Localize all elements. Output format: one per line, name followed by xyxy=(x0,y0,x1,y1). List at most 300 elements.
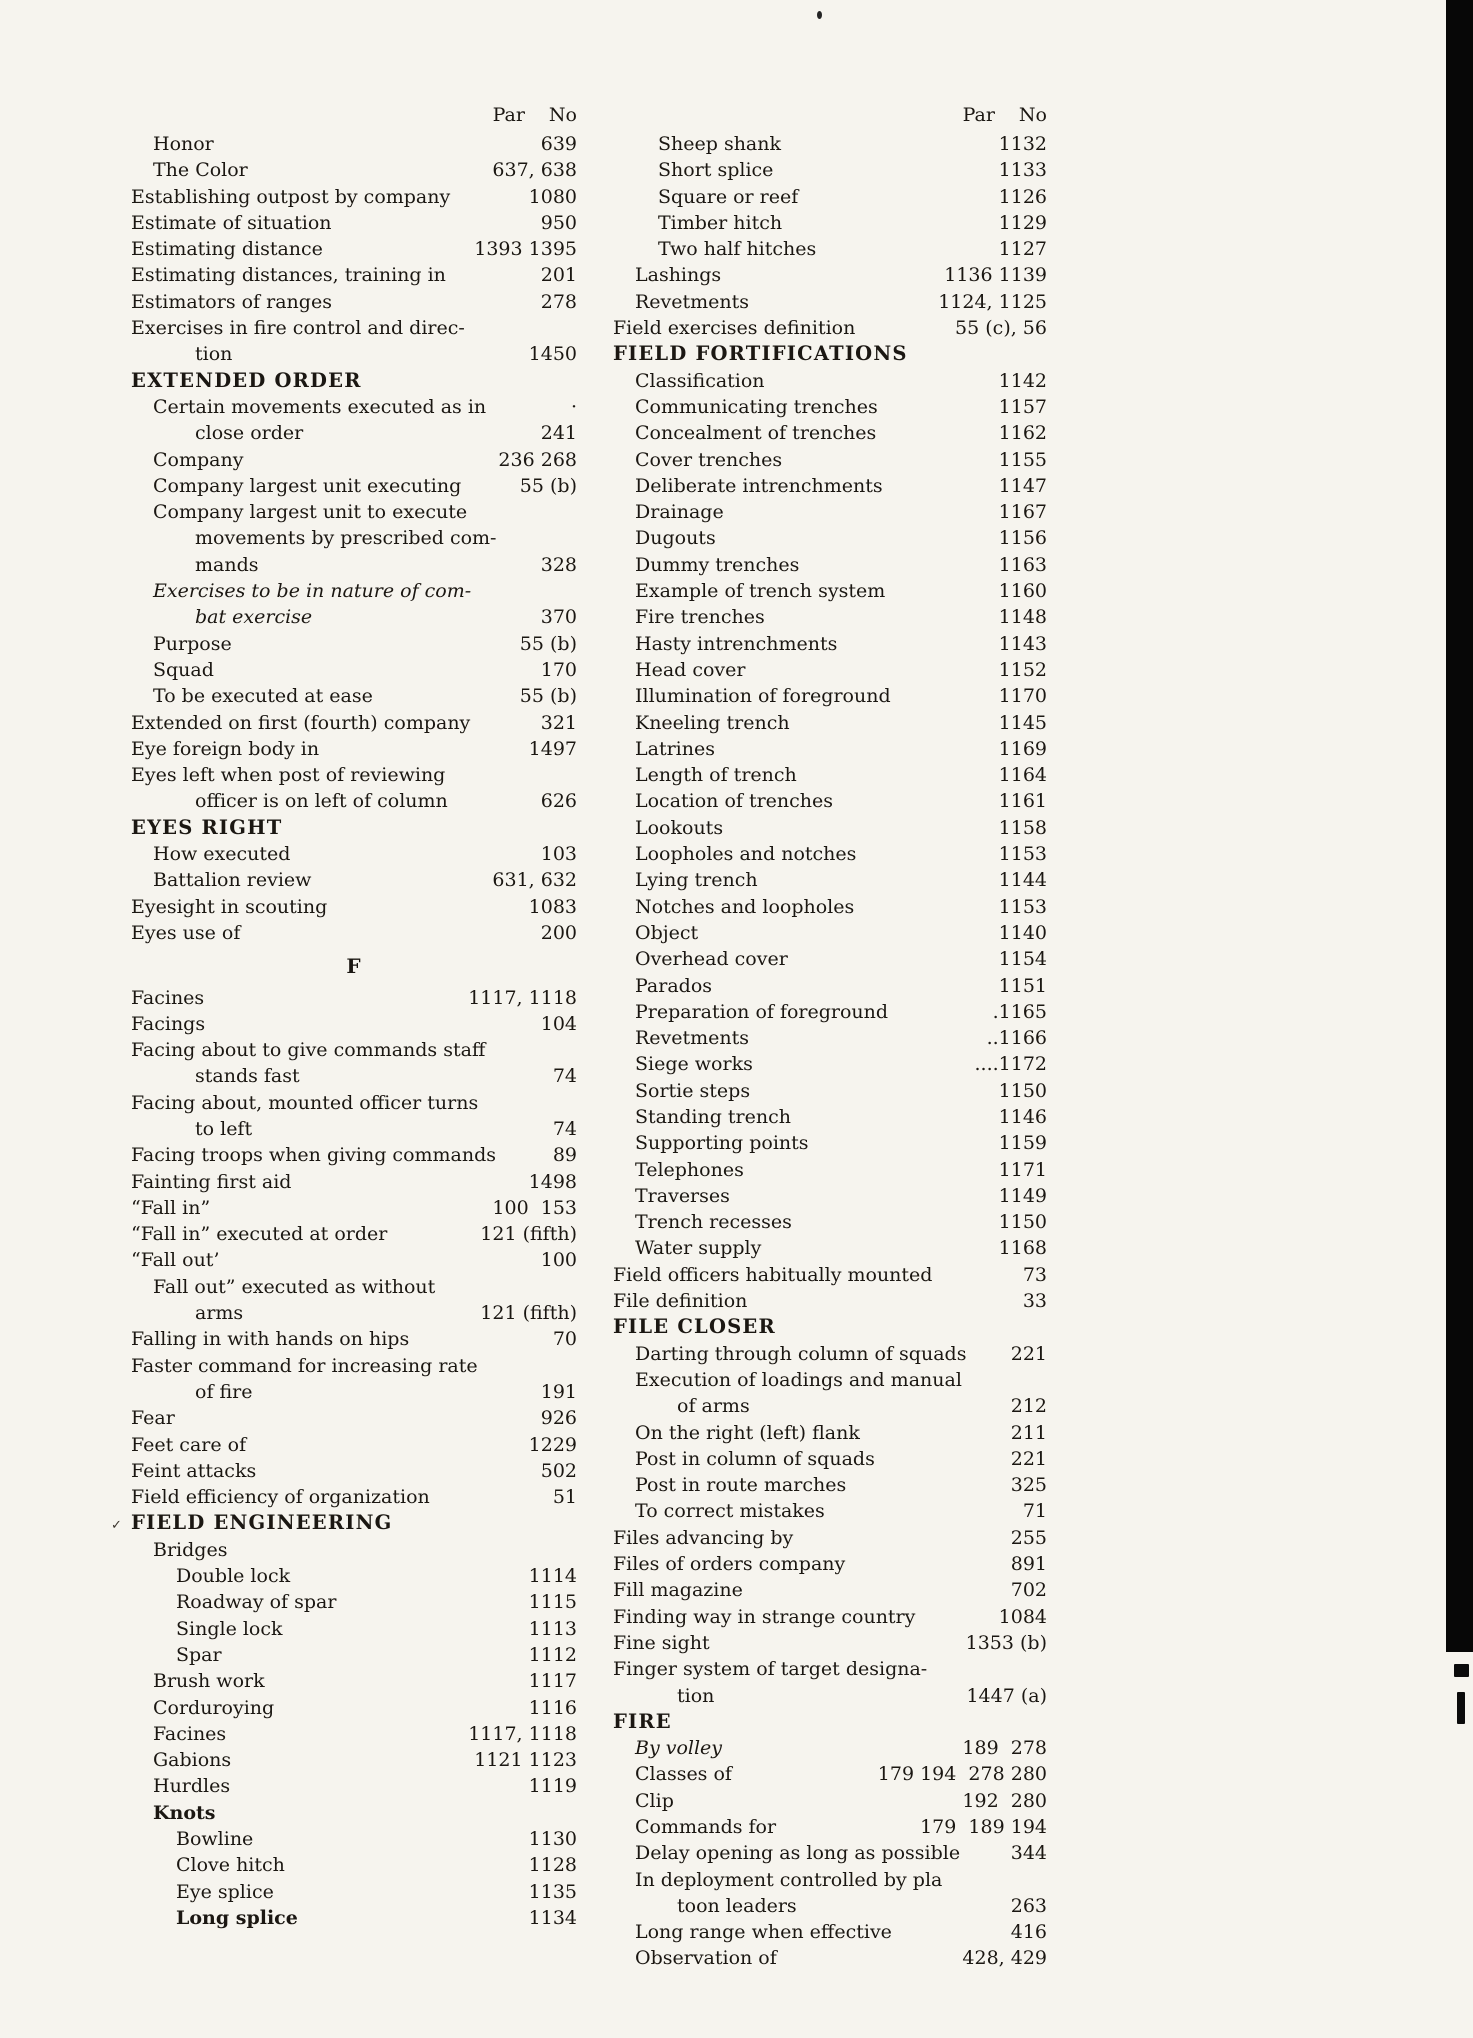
entry-text: Finding way in strange country xyxy=(613,1605,916,1628)
entry-paragraph-number: 1156 xyxy=(998,527,1047,550)
entry-text: Delay opening as long as possible xyxy=(635,1842,961,1865)
entry-text: Observation of xyxy=(635,1947,777,1970)
entry-paragraph-number: 1132 xyxy=(998,133,1047,155)
entry-paragraph-number: 1498 xyxy=(528,1170,577,1193)
entry-text: Timber hitch xyxy=(658,211,783,234)
index-entry xyxy=(131,710,577,736)
index-entry xyxy=(613,1761,1047,1787)
entry-text: Illumination of foreground xyxy=(635,685,891,708)
entry-paragraph-number: 1128 xyxy=(528,1854,577,1877)
entry-text: Honor xyxy=(153,133,214,155)
section-letter xyxy=(131,953,577,979)
entry-text: FILE CLOSER xyxy=(613,1315,776,1339)
entry-text: Long splice xyxy=(176,1906,298,1929)
entry-paragraph-number: 1143 xyxy=(998,632,1047,655)
entry-text: Single lock xyxy=(176,1617,283,1640)
index-column-left xyxy=(111,102,577,1972)
entry-text: Exercises in fire control and direc- xyxy=(131,317,465,340)
entry-text: Fear xyxy=(131,1407,175,1430)
index-entry xyxy=(613,1840,1047,1866)
entry-paragraph-number: 1150 xyxy=(998,1079,1047,1102)
entry-text: Squad xyxy=(153,658,214,681)
index-entry xyxy=(613,420,1047,446)
index-entry xyxy=(613,946,1047,972)
index-entry xyxy=(613,1735,1047,1761)
entry-paragraph-number: 1116 xyxy=(528,1696,577,1719)
entry-text: Sheep shank xyxy=(658,133,782,155)
entry-text: Establishing outpost by company xyxy=(131,185,451,208)
entry-paragraph-number: 1136 1139 xyxy=(944,264,1047,287)
entry-text: Files advancing by xyxy=(613,1526,794,1549)
index-entry xyxy=(131,1011,577,1037)
index-entry xyxy=(131,736,577,762)
entry-text: FIELD FORTIFICATIONS xyxy=(613,342,908,366)
entry-text: EYES RIGHT xyxy=(131,815,283,839)
index-entry xyxy=(613,1104,1047,1130)
entry-paragraph-number: 1393 1395 xyxy=(474,238,577,261)
scan-mark xyxy=(1454,1664,1469,1677)
index-entry xyxy=(131,631,577,657)
entry-text: Preparation of foreground xyxy=(635,1000,889,1023)
index-entry xyxy=(131,236,577,262)
index-entry xyxy=(131,1773,577,1799)
entry-text: close order xyxy=(195,422,304,445)
entry-paragraph-number: 55 (c), 56 xyxy=(955,317,1047,340)
entry-text: Head cover xyxy=(635,658,746,681)
entry-paragraph-number: 1152 xyxy=(998,658,1047,681)
entry-paragraph-number: 344 xyxy=(1010,1842,1047,1865)
index-entry xyxy=(613,1288,1047,1314)
index-entry xyxy=(613,1577,1047,1603)
index-entry xyxy=(131,420,577,446)
index-entry xyxy=(131,1747,577,1773)
entry-paragraph-number: .1165 xyxy=(992,1000,1047,1023)
index-entry xyxy=(131,1300,577,1326)
index-entry xyxy=(613,657,1047,683)
index-entry xyxy=(613,447,1047,473)
margin-check-mark: ✓ xyxy=(111,1518,122,1534)
entry-paragraph-number: 89 xyxy=(552,1144,577,1167)
entry-text: Field officers habitually mounted xyxy=(613,1263,933,1286)
entry-text: Loopholes and notches xyxy=(635,843,857,866)
entry-paragraph-number: 1115 xyxy=(528,1591,577,1614)
index-entry xyxy=(131,1537,577,1563)
entry-paragraph-number: ....1172 xyxy=(974,1053,1047,1076)
entry-text: Estimators of ranges xyxy=(131,290,332,313)
scan-edge-bar xyxy=(1446,0,1473,1652)
entry-text: Company xyxy=(153,448,244,471)
entry-text: of fire xyxy=(195,1380,253,1403)
entry-paragraph-number: 1113 xyxy=(528,1617,577,1640)
entry-text: Trench recesses xyxy=(635,1211,792,1234)
index-entry xyxy=(613,236,1047,262)
index-entry xyxy=(131,920,577,946)
index-entry xyxy=(613,1051,1047,1077)
entry-paragraph-number: 1129 xyxy=(998,211,1047,234)
index-entry xyxy=(613,1683,1047,1709)
entry-paragraph-number: 211 xyxy=(1010,1421,1047,1444)
entry-paragraph-number: 191 xyxy=(540,1380,577,1403)
entry-text: Feet care of xyxy=(131,1433,247,1456)
entry-paragraph-number: 1155 xyxy=(998,448,1047,471)
index-entry xyxy=(131,1142,577,1168)
index-entry xyxy=(131,1721,577,1747)
entry-text: Deliberate intrenchments xyxy=(635,474,883,497)
entry-paragraph-number: 263 xyxy=(1010,1894,1047,1917)
index-entry xyxy=(613,1025,1047,1051)
index-entry xyxy=(131,499,577,525)
entry-text: Short splice xyxy=(658,159,774,182)
index-entry xyxy=(131,1589,577,1615)
index-entry xyxy=(613,394,1047,420)
index-entry xyxy=(613,1341,1047,1367)
entry-paragraph-number: 1450 xyxy=(528,343,577,366)
entry-text: Eyesight in scouting xyxy=(131,895,328,918)
index-entry xyxy=(613,210,1047,236)
scan-speck xyxy=(817,11,822,19)
entry-text: Example of trench system xyxy=(635,580,886,603)
entry-paragraph-number: 328 xyxy=(540,553,577,576)
entry-text: Finger system of target designa- xyxy=(613,1658,928,1681)
entry-text: Hurdles xyxy=(153,1775,231,1798)
entry-paragraph-number: 416 xyxy=(1010,1921,1047,1944)
index-entry xyxy=(613,788,1047,814)
index-entry xyxy=(131,1379,577,1405)
entry-paragraph-number: 1153 xyxy=(998,895,1047,918)
index-heading xyxy=(131,815,577,841)
entry-text: Double lock xyxy=(176,1565,291,1588)
entry-paragraph-number: 1151 xyxy=(998,974,1047,997)
entry-text: “Fall in” xyxy=(131,1196,211,1219)
index-entry xyxy=(131,1405,577,1431)
index-entry xyxy=(613,1498,1047,1524)
index-entry xyxy=(131,289,577,315)
entry-text: Supporting points xyxy=(635,1132,809,1155)
entry-paragraph-number: 255 xyxy=(1010,1526,1047,1549)
entry-text: Field efficiency of organization xyxy=(131,1486,430,1509)
index-entry xyxy=(613,631,1047,657)
entry-text: Fire trenches xyxy=(635,606,765,629)
entry-paragraph-number: 74 xyxy=(552,1117,577,1140)
entry-text: of arms xyxy=(677,1395,750,1418)
entry-paragraph-number: 1119 xyxy=(528,1775,577,1798)
entry-text: Length of trench xyxy=(635,764,797,787)
entry-paragraph-number: 926 xyxy=(540,1407,577,1430)
entry-text: Facines xyxy=(153,1722,227,1745)
index-entry xyxy=(131,447,577,473)
entry-paragraph-number: 104 xyxy=(540,1012,577,1035)
entry-paragraph-number: 179 194 278 280 xyxy=(877,1763,1047,1786)
index-entry xyxy=(131,525,577,551)
entry-text: “Fall in” executed at order xyxy=(131,1223,388,1246)
entry-text: EXTENDED ORDER xyxy=(131,368,362,392)
index-entry xyxy=(131,1563,577,1589)
entry-text: tion xyxy=(195,343,233,366)
entry-paragraph-number: 370 xyxy=(540,606,577,629)
entry-text: Fine sight xyxy=(613,1631,710,1654)
entry-text: to left xyxy=(195,1117,253,1140)
entry-paragraph-number: 631, 632 xyxy=(492,869,577,892)
entry-paragraph-number: 121 (fifth) xyxy=(480,1302,577,1325)
index-entry xyxy=(613,552,1047,578)
entry-text: Classes of xyxy=(635,1763,732,1786)
entry-paragraph-number: 950 xyxy=(540,211,577,234)
index-entry xyxy=(131,1616,577,1642)
index-entry xyxy=(131,394,577,420)
index-entry xyxy=(131,262,577,288)
entry-text: Sortie steps xyxy=(635,1079,751,1102)
entry-paragraph-number: 1146 xyxy=(998,1105,1047,1128)
entry-paragraph-number: 103 xyxy=(540,843,577,866)
index-entry xyxy=(613,1235,1047,1261)
entry-text: Facines xyxy=(131,986,205,1009)
index-entry xyxy=(131,1695,577,1721)
index-entry xyxy=(613,578,1047,604)
entry-paragraph-number: 1353 (b) xyxy=(965,1631,1047,1654)
index-entry xyxy=(613,289,1047,315)
entry-paragraph-number: 1084 xyxy=(998,1605,1047,1628)
entry-paragraph-number: 1169 xyxy=(998,737,1047,760)
entry-text: F xyxy=(346,954,362,979)
entry-paragraph-number: 1154 xyxy=(998,948,1047,971)
entry-text: Communicating trenches xyxy=(635,395,878,418)
entry-paragraph-number: 637, 638 xyxy=(492,159,577,182)
entry-text: Spar xyxy=(176,1643,222,1666)
entry-paragraph-number: 189 278 xyxy=(962,1737,1047,1760)
entry-text: Eyes use of xyxy=(131,921,241,944)
index-entry xyxy=(613,1656,1047,1682)
index-entry xyxy=(131,1800,577,1826)
entry-paragraph-number: 1149 xyxy=(998,1184,1047,1207)
entry-paragraph-number: ..1166 xyxy=(986,1027,1047,1050)
entry-text: Estimating distances, training in xyxy=(131,264,446,287)
entry-paragraph-number: 1229 xyxy=(528,1433,577,1456)
entry-text: Dummy trenches xyxy=(635,553,800,576)
entry-paragraph-number: 121 (fifth) xyxy=(480,1223,577,1246)
entry-text: Facing troops when giving commands xyxy=(131,1144,497,1167)
index-entry xyxy=(613,1393,1047,1419)
index-entry xyxy=(613,1630,1047,1656)
entry-text: On the right (left) flank xyxy=(635,1421,860,1444)
entry-paragraph-number: 1170 xyxy=(998,685,1047,708)
entry-paragraph-number: 1447 (a) xyxy=(966,1684,1047,1707)
index-heading xyxy=(613,1709,1047,1735)
entry-text: Telephones xyxy=(635,1158,744,1181)
entry-text: Fill magazine xyxy=(613,1579,743,1602)
index-entry xyxy=(131,1247,577,1273)
entry-paragraph-number: 1171 xyxy=(998,1158,1047,1181)
no-label: No xyxy=(1018,104,1047,126)
index-entry xyxy=(613,499,1047,525)
index-entry xyxy=(613,1078,1047,1104)
index-entry xyxy=(613,736,1047,762)
entry-text: Estimate of situation xyxy=(131,211,332,234)
entry-text: Dugouts xyxy=(635,527,716,550)
entry-paragraph-number: 1127 xyxy=(998,238,1047,261)
entry-text: Extended on first (fourth) company xyxy=(131,711,471,734)
index-entry xyxy=(613,473,1047,499)
entry-text: File definition xyxy=(613,1290,748,1313)
entry-text: Certain movements executed as in xyxy=(153,395,487,418)
index-entry xyxy=(613,525,1047,551)
index-entry xyxy=(613,841,1047,867)
entry-paragraph-number: 1112 xyxy=(528,1643,577,1666)
entry-paragraph-number: 1140 xyxy=(998,921,1047,944)
column-header xyxy=(613,102,1047,128)
index-entry xyxy=(131,1169,577,1195)
column-body-left xyxy=(111,131,577,1931)
entry-paragraph-number: 221 xyxy=(1010,1342,1047,1365)
entry-text: Kneeling trench xyxy=(635,711,790,734)
entry-text: Fall out” executed as without xyxy=(153,1275,436,1298)
par-label: Par xyxy=(962,104,995,126)
entry-text: bat exercise xyxy=(195,606,313,629)
entry-paragraph-number: 1124, 1125 xyxy=(938,290,1047,313)
index-entry xyxy=(131,1090,577,1116)
index-entry xyxy=(613,262,1047,288)
entry-text: Long range when effective xyxy=(635,1921,892,1944)
entry-text: “Fall out’ xyxy=(131,1249,220,1272)
entry-text: FIELD ENGINEERING xyxy=(131,1511,393,1535)
entry-text: arms xyxy=(195,1302,244,1325)
index-entry xyxy=(613,1130,1047,1156)
entry-paragraph-number: 1160 xyxy=(998,580,1047,603)
entry-text: Overhead cover xyxy=(635,948,788,971)
index-entry xyxy=(613,1551,1047,1577)
entry-paragraph-number: 1126 xyxy=(998,185,1047,208)
index-entry xyxy=(131,131,577,157)
index-entry xyxy=(131,762,577,788)
index-entry xyxy=(131,1195,577,1221)
entry-paragraph-number: 1148 xyxy=(998,606,1047,629)
entry-paragraph-number: 51 xyxy=(552,1486,577,1509)
entry-paragraph-number: 192 280 xyxy=(962,1789,1047,1812)
index-entry xyxy=(131,1116,577,1142)
index-entry xyxy=(131,315,577,341)
index-entry xyxy=(131,1063,577,1089)
entry-paragraph-number: 891 xyxy=(1010,1553,1047,1576)
entry-paragraph-number: 1158 xyxy=(998,816,1047,839)
entry-text: Company largest unit executing xyxy=(153,474,462,497)
index-entry xyxy=(613,1893,1047,1919)
entry-text: movements by prescribed com- xyxy=(195,527,497,550)
index-entry xyxy=(131,867,577,893)
entry-text: Eye splice xyxy=(176,1880,274,1903)
entry-paragraph-number: 428, 429 xyxy=(962,1947,1047,1970)
entry-text: Gabions xyxy=(153,1749,232,1772)
entry-text: Bridges xyxy=(153,1538,228,1561)
entry-paragraph-number: 325 xyxy=(1010,1474,1047,1497)
index-entry xyxy=(613,315,1047,341)
entry-text: FIRE xyxy=(613,1709,672,1733)
entry-paragraph-number: 1133 xyxy=(998,159,1047,182)
entry-paragraph-number: 1157 xyxy=(998,395,1047,418)
entry-text: Roadway of spar xyxy=(176,1591,337,1614)
index-entry xyxy=(131,1852,577,1878)
entry-text: Falling in with hands on hips xyxy=(131,1328,410,1351)
entry-paragraph-number: 702 xyxy=(1010,1579,1047,1602)
entry-text: Lying trench xyxy=(635,869,758,892)
entry-text: Concealment of trenches xyxy=(635,422,877,445)
entry-text: Object xyxy=(635,921,699,944)
entry-text: Brush work xyxy=(153,1670,265,1693)
entry-text: officer is on left of column xyxy=(195,790,448,813)
entry-text: Clip xyxy=(635,1789,674,1812)
entry-text: Square or reef xyxy=(658,185,799,208)
index-entry xyxy=(613,1945,1047,1971)
entry-text: Battalion review xyxy=(153,869,312,892)
index-entry xyxy=(131,1353,577,1379)
index-entry xyxy=(613,1919,1047,1945)
entry-paragraph-number: 1497 xyxy=(528,737,577,760)
entry-text: Notches and loopholes xyxy=(635,895,855,918)
index-entry xyxy=(613,1867,1047,1893)
entry-text: Lashings xyxy=(635,264,722,287)
entry-text: Eyes left when post of reviewing xyxy=(131,764,446,787)
entry-text: The Color xyxy=(153,159,248,182)
index-entry xyxy=(613,131,1047,157)
index-entry xyxy=(613,157,1047,183)
index-entry xyxy=(131,184,577,210)
entry-paragraph-number: 626 xyxy=(540,790,577,813)
entry-text: Exercises to be in nature of com- xyxy=(153,580,472,603)
entry-paragraph-number: 639 xyxy=(540,133,577,155)
entry-paragraph-number: 221 xyxy=(1010,1447,1047,1470)
entry-paragraph-number: 55 (b) xyxy=(519,632,577,655)
index-entry xyxy=(131,157,577,183)
entry-text: Execution of loadings and manual xyxy=(635,1368,962,1391)
entry-paragraph-number: 1080 xyxy=(528,185,577,208)
entry-text: Cover trenches xyxy=(635,448,783,471)
entry-paragraph-number: 73 xyxy=(1022,1263,1047,1286)
entry-paragraph-number: 321 xyxy=(540,711,577,734)
entry-paragraph-number: 70 xyxy=(552,1328,577,1351)
index-entry xyxy=(131,841,577,867)
entry-text: Facing about to give commands staff xyxy=(131,1039,486,1062)
entry-paragraph-number: 1145 xyxy=(998,711,1047,734)
entry-text: How executed xyxy=(153,843,291,866)
index-entry xyxy=(131,473,577,499)
index-entry xyxy=(131,657,577,683)
entry-paragraph-number: 1159 xyxy=(998,1132,1047,1155)
index-entry xyxy=(131,1432,577,1458)
entry-text: Standing trench xyxy=(635,1105,791,1128)
entry-paragraph-number: 100 153 xyxy=(492,1196,577,1219)
entry-paragraph-number: 1161 xyxy=(998,790,1047,813)
index-entry xyxy=(613,604,1047,630)
entry-text: Bowline xyxy=(176,1828,254,1850)
entry-text: Two half hitches xyxy=(658,238,817,261)
entry-paragraph-number: 1114 xyxy=(528,1565,577,1588)
entry-paragraph-number: 1083 xyxy=(528,895,577,918)
entry-paragraph-number: 502 xyxy=(540,1459,577,1482)
entry-paragraph-number: 1121 1123 xyxy=(474,1749,577,1772)
entry-text: Knots xyxy=(153,1801,216,1824)
entry-text: Water supply xyxy=(635,1237,762,1260)
entry-text: tion xyxy=(677,1684,715,1707)
entry-text: Revetments xyxy=(635,1027,750,1050)
index-entry xyxy=(131,1221,577,1247)
entry-paragraph-number: 1150 xyxy=(998,1211,1047,1234)
entry-text: Siege works xyxy=(635,1053,753,1076)
index-entry xyxy=(613,683,1047,709)
index-entry xyxy=(613,1420,1047,1446)
entry-paragraph-number: 1117, 1118 xyxy=(468,1722,577,1745)
entry-paragraph-number: 1117 xyxy=(528,1670,577,1693)
entry-text: Classification xyxy=(635,369,765,392)
index-heading xyxy=(613,341,1047,367)
index-entry xyxy=(613,1472,1047,1498)
